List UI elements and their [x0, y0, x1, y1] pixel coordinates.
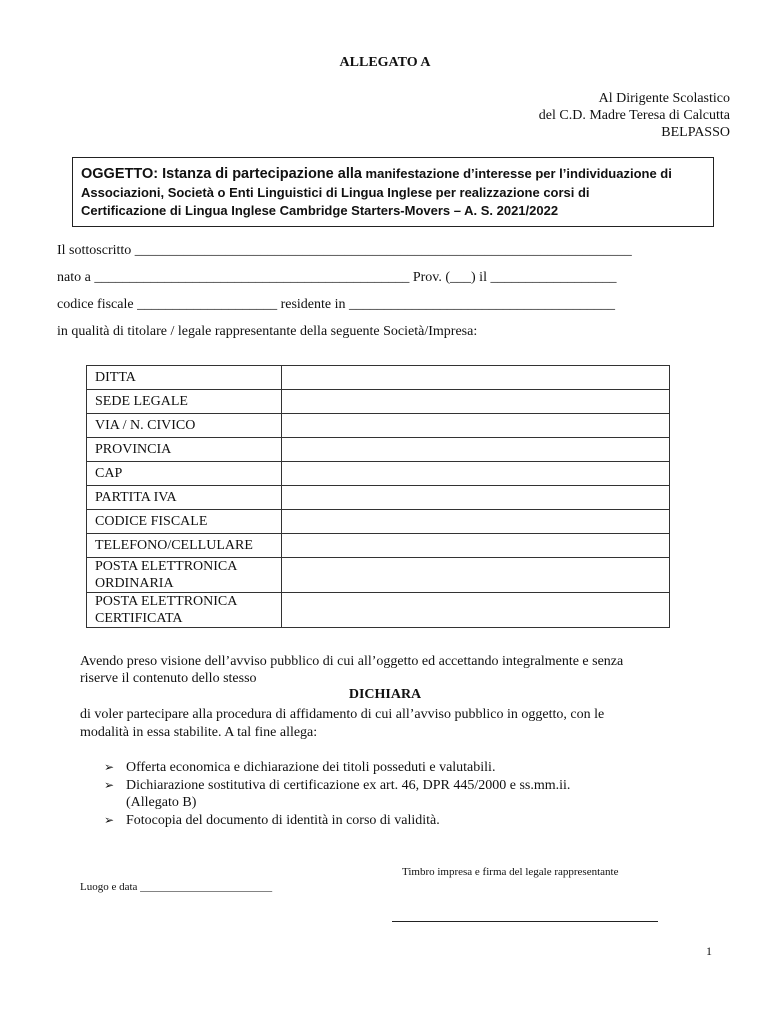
- list-item-text: Fotocopia del documento di identità in corso di validità.: [126, 812, 440, 828]
- table-row: [87, 438, 670, 462]
- row-label: VIA / N. CIVICO: [87, 414, 282, 438]
- field-nato[interactable]: nato a _____________________________________________ Prov. (___) il __________________: [57, 270, 617, 285]
- addressee-line-2: del C.D. Madre Teresa di Calcutta: [538, 108, 730, 123]
- list-item: [104, 759, 570, 777]
- row-value-cell[interactable]: [282, 366, 670, 390]
- row-label: CODICE FISCALE: [87, 510, 282, 534]
- row-value-cell[interactable]: [282, 534, 670, 558]
- timbro-label: Timbro impresa e firma del legale rappresentante: [402, 866, 619, 878]
- row-label: CAP: [87, 462, 282, 486]
- page-number: 1: [706, 944, 712, 958]
- signature-line[interactable]: [392, 921, 658, 922]
- allegati-list: [104, 759, 570, 829]
- table-row: [87, 593, 670, 628]
- list-item-text: (Allegato B): [126, 795, 197, 810]
- row-value-cell[interactable]: [282, 462, 670, 486]
- arrow-bullet-icon: ➢: [104, 760, 115, 774]
- oggetto-line-3: Certificazione di Lingua Inglese Cambridge Starters-Movers – A. S. 2021/2022: [81, 203, 559, 218]
- list-item: [104, 777, 570, 812]
- oggetto-lead: OGGETTO: Istanza di partecipazione alla: [81, 166, 362, 182]
- row-value-cell[interactable]: [282, 558, 670, 593]
- field-codice-fiscale[interactable]: codice fiscale ____________________ residente in ______________________________________: [57, 297, 615, 312]
- arrow-bullet-icon: ➢: [104, 777, 115, 792]
- ditta-table: [86, 365, 670, 628]
- row-value-cell[interactable]: [282, 438, 670, 462]
- table-row: [87, 558, 670, 593]
- row-label: DITTA: [87, 366, 282, 390]
- row-value-cell[interactable]: [282, 390, 670, 414]
- row-label: PARTITA IVA: [87, 486, 282, 510]
- addressee-line-1: Al Dirigente Scolastico: [598, 91, 730, 106]
- row-label: [87, 558, 282, 593]
- oggetto-line-1-rest: manifestazione d’interesse per l’individuazione di: [361, 166, 672, 181]
- table-row: [87, 510, 670, 534]
- row-label: [87, 593, 282, 628]
- row-label-line: CERTIFICATA: [95, 611, 183, 626]
- table-row: [87, 366, 670, 390]
- oggetto-line-2: Associazioni, Società o Enti Linguistici di Lingua Inglese per realizzazione corsi di: [81, 184, 590, 200]
- row-label-line: POSTA ELETTRONICA: [95, 594, 238, 609]
- row-value-cell[interactable]: [282, 486, 670, 510]
- document-title: ALLEGATO A: [339, 55, 431, 70]
- table-row: [87, 462, 670, 486]
- arrow-bullet-icon: ➢: [104, 812, 115, 827]
- row-value-cell[interactable]: [282, 593, 670, 628]
- field-sottoscritto[interactable]: Il sottoscritto _______________________________________________________________________: [57, 243, 632, 258]
- row-label: SEDE LEGALE: [87, 390, 282, 414]
- oggetto-box: [72, 157, 714, 227]
- list-item-text: Offerta economica e dichiarazione dei titoli posseduti e valutabili.: [126, 760, 496, 775]
- table-row: [87, 534, 670, 558]
- addressee-line-3: BELPASSO: [661, 125, 730, 140]
- row-value-cell[interactable]: [282, 414, 670, 438]
- table-row: [87, 390, 670, 414]
- field-qualita: in qualità di titolare / legale rappresentante della seguente Società/Impresa:: [57, 324, 478, 339]
- table-row: [87, 486, 670, 510]
- list-item-text: Dichiarazione sostitutiva di certificazione ex art. 46, DPR 445/2000 e ss.mm.ii.: [126, 777, 571, 793]
- row-label: PROVINCIA: [87, 438, 282, 462]
- row-value-cell[interactable]: [282, 510, 670, 534]
- table-row: [87, 414, 670, 438]
- avendo-line-2: riserve il contenuto dello stesso: [80, 671, 257, 686]
- avendo-line-1: Avendo preso visione dell’avviso pubblico di cui all’oggetto ed accettando integralmente e senza: [80, 654, 624, 669]
- voler-line-2: modalità in essa stabilite. A tal fine allega:: [80, 725, 318, 740]
- row-label: TELEFONO/CELLULARE: [87, 534, 282, 558]
- list-item: [104, 812, 570, 830]
- dichiara-heading: DICHIARA: [348, 687, 422, 702]
- voler-line-1: di voler partecipare alla procedura di affidamento di cui all’avviso pubblico in oggetto, con le: [80, 707, 605, 722]
- luogo-data-field[interactable]: Luogo e data ________________________: [80, 881, 273, 893]
- row-label-line: POSTA ELETTRONICA: [95, 559, 238, 574]
- row-label-line: ORDINARIA: [95, 576, 174, 591]
